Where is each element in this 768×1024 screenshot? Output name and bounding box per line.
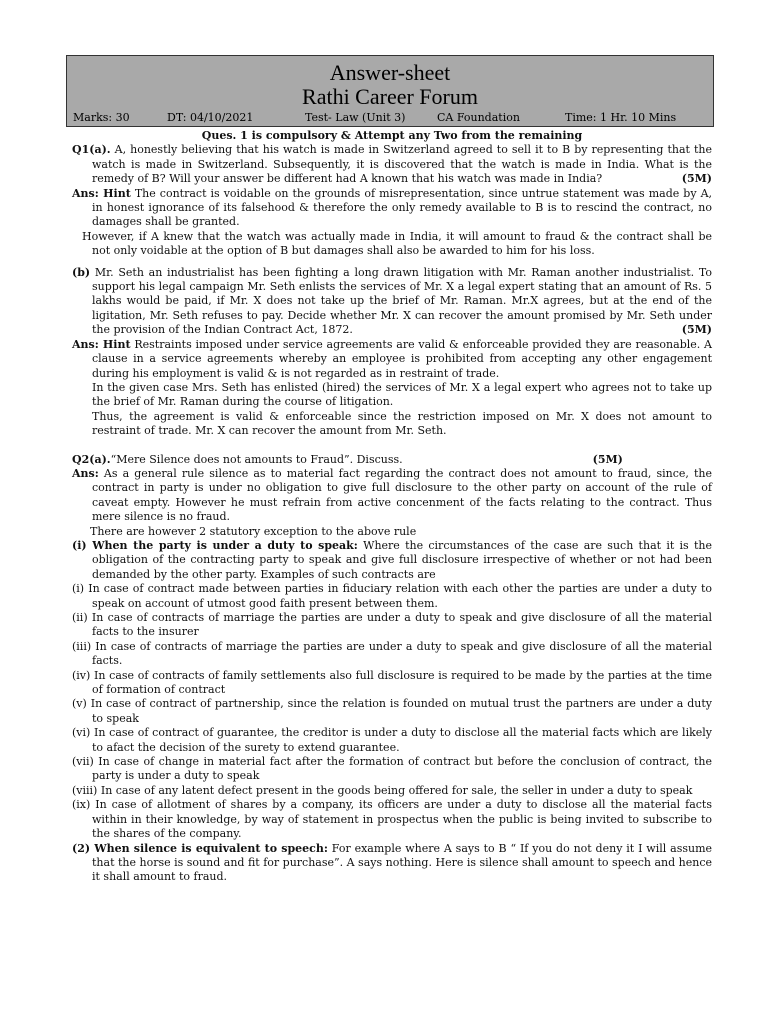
example-item: (iii) In case of contracts of marriage the parties are under a duty to speak and give disclosure of all the material facts. — [72, 639, 712, 668]
q2a-ans-label: Ans: — [72, 466, 99, 480]
q2a-question — [72, 453, 712, 467]
q1b-ans-p2: In the given case Mrs. Seth has enlisted (hired) the services of Mr. X a legal expert who agrees not to take up the brief of Mr. Raman during the course of litigation. — [92, 380, 712, 409]
q2a-text: “Mere Silence does not amounts to Fraud”. Discuss. — [110, 452, 403, 466]
q2a-answer — [72, 467, 712, 525]
q1b-ans-p3: Thus, the agreement is valid & enforceable since the restriction imposed on Mr. X does not amount to restraint of trade. Mr. X can recover the amount from Mr. Seth. — [92, 409, 712, 438]
q1a-question — [72, 143, 712, 186]
q1b-ans-p1: Restraints imposed under service agreements are valid & enforceable provided they are reasonable. A clause in a service agreements whereby an employee is prohibited from accepting any other engagement during his employment is valid & is not regarded as in restraint of trade. — [92, 337, 713, 380]
header-meta-row — [67, 110, 713, 125]
exception-1 — [72, 539, 712, 582]
answer-content — [72, 129, 712, 885]
test-label: Test- Law (Unit 3) — [305, 111, 406, 124]
q1a-ans-label: Ans: Hint — [72, 186, 131, 200]
example-item: (ix) In case of allotment of shares by a company, its officers are under a duty to disclose all the material facts within in their knowledge, by way of statement in prospectus when the public is being invited to subscribe to the shares of the company. — [72, 798, 712, 841]
sheet-title: Answer-sheet — [329, 60, 451, 85]
course-label: CA Foundation — [437, 111, 520, 124]
q1a-label: Q1(a). — [72, 143, 111, 157]
marks-label: Marks: 30 — [73, 111, 130, 124]
example-item: (vii) In case of change in material fact after the formation of contract but before the conclusion of contract, the party is under a duty to speak — [72, 755, 712, 783]
header-box — [66, 55, 714, 127]
example-item: (v) In case of contract of partnership, since the relation is founded on mutual trust the partners are under a duty to speak — [72, 697, 712, 725]
exception-1-text: Where the circumstances of the case are such that it is the obligation of the contracting party to speak and give full disclosure irrespective of whether or not had been demanded by the other party. Examples of such contracts are — [92, 538, 712, 581]
q1a-ans-p1: The contract is voidable on the grounds of misrepresentation, since untrue statement was made by A, in honest ignorance of its falsehood & therefore the only remedy available to B is to rescind the contract, no damages shall be granted. — [92, 186, 713, 229]
examples-list — [72, 582, 712, 841]
example-item: (ii) In case of contracts of marriage the parties are under a duty to speak and give disclosure of all the material facts to the insurer — [72, 611, 712, 639]
example-item: (i) In case of contract made between parties in fiduciary relation with each other the parties are under a duty to speak on account of utmost good faith present between them. — [72, 582, 712, 610]
date-label: DT: 04/10/2021 — [167, 111, 254, 124]
q1a-text: A, honestly believing that his watch is made in Switzerland agreed to sell it to B by representing that the watch is made in Switzerland. Subsequently, it is discovered that the watch is made in India. What is the remedy of B? Will your answer be different had A known that his watch was made in India? — [92, 143, 712, 186]
q1b-ans-label: Ans: Hint — [72, 337, 131, 351]
q2a-ans-p1: As a general rule silence as to material fact regarding the contract does not amount to fraud, since, the contract in party is under no obligation to give full disclosure to the other party on account of the rule of caveat empty. However he must refrain from active concenment of the facts relating to the contract. Thus mere silence is no fraud. — [92, 466, 712, 524]
example-item: (vi) In case of contract of guarantee, the creditor is under a duty to disclose all the material facts which are likely to afact the decision of the surety to extend guarantee. — [72, 726, 712, 754]
q1a-ans-p2: However, if A knew that the watch was actually made in India, it will amount to fraud & the contract shall be not only voidable at the option of B but damages shall also be awarded to him for his loss. — [82, 229, 712, 258]
q2a-label: Q2(a). — [72, 452, 111, 466]
q1a-answer — [72, 187, 712, 230]
example-item: (iv) In case of contracts of family settlements also full disclosure is required to be made by the parties at the time of formation of contract — [72, 668, 712, 697]
exception-2-text: For example where A says to B “ If you do not deny it I will assume that the horse is sound and fit for purchase”. A says nothing. Here is silence shall amount to speech and hence it shall amount to fraud. — [92, 841, 713, 884]
instruction: Ques. 1 is compulsory & Attempt any Two from the remaining — [201, 129, 583, 142]
q1b-label: (b) — [72, 265, 91, 279]
exception-1-label: (i) When the party is under a duty to speak: — [72, 538, 358, 552]
q1b-answer — [72, 338, 712, 381]
institute-name: Rathi Career Forum — [302, 84, 478, 109]
exception-2-label: (2) When silence is equivalent to speech: — [72, 841, 328, 855]
exception-2 — [72, 842, 712, 885]
q2a-ans-p2: There are however 2 statutory exception to the above rule — [90, 524, 417, 538]
q1b-text: Mr. Seth an industrialist has been fighting a long drawn litigation with Mr. Raman another industrialist. To support his legal campaign Mr. Seth enlists the services of Mr. X a legal expert stating that an amount of Rs. 5 lakhs would be paid, if Mr. X does not take up the brief of Mr. Raman. Mr.X agrees, but at the end of the ligitation, Mr. Seth refuses to pay. Decide whether Mr. X can recover the amount promised by Mr. Seth under the provision of the Indian Contract Act, 1872. — [90, 265, 712, 337]
time-label: Time: 1 Hr. 10 Mins — [565, 111, 677, 124]
q1a-marks: (5M) — [681, 172, 712, 186]
example-item: (viii) In case of any latent defect present in the goods being offered for sale, the seller in under a duty to speak — [72, 783, 693, 797]
q2a-marks: (5M) — [592, 452, 623, 466]
q1b-question — [72, 266, 712, 338]
q1b-marks: (5M) — [681, 323, 712, 337]
